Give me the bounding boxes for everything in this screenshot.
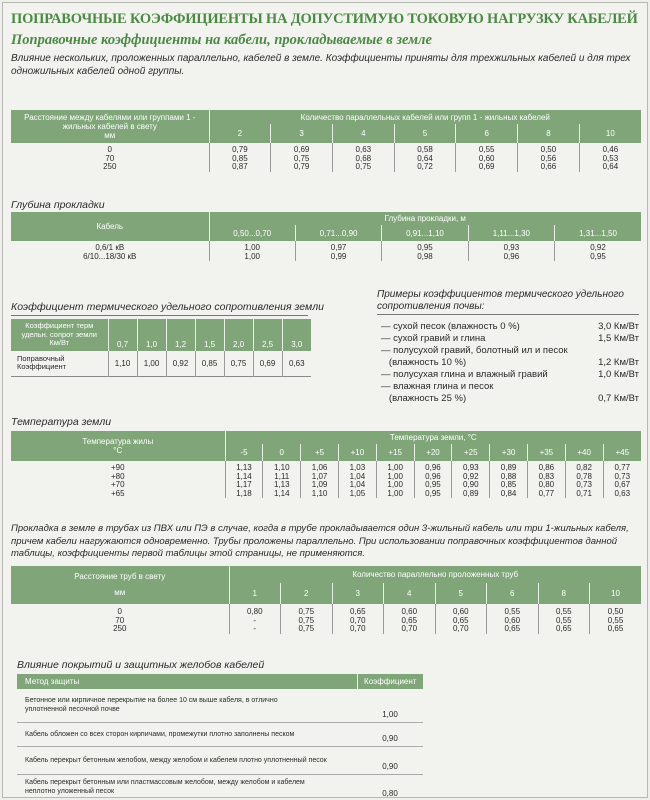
t3-cell: 1,00 bbox=[137, 351, 166, 376]
t6-row-value: 0,90 bbox=[382, 761, 398, 771]
example-text: — полусухой гравий, болотный ил и песок (влажность 10 %) bbox=[381, 345, 568, 368]
intro-text: Влияние нескольких, проложенных параллельно, кабелей в земле. Коэффициенты приняты для трехжильных кабелей и для трех одножильных кабелей одной группы. bbox=[11, 53, 631, 77]
t2-cell: 0,97 0,99 bbox=[295, 241, 381, 261]
t2-cell: 1,00 1,00 bbox=[209, 241, 295, 261]
t4-col: +10 bbox=[338, 444, 376, 461]
page-subtitle: Поправочные коэффициенты на кабели, прокладываемые в земле bbox=[11, 32, 432, 48]
t3-head-label: Коэффициент терм удельн. сопрот земли Км/Вт bbox=[11, 319, 108, 351]
t4-cell: 1,03 1,04 1,04 1,05 bbox=[338, 461, 376, 498]
protection-section-title: Влияние покрытий и защитных желобов кабелей bbox=[17, 659, 265, 671]
document-page bbox=[2, 2, 648, 798]
t4-col: 0 bbox=[263, 444, 301, 461]
t3-cell: 1,10 bbox=[108, 351, 137, 376]
depth-table bbox=[11, 212, 641, 261]
t4-col: +5 bbox=[301, 444, 339, 461]
t3-cell: 0,69 bbox=[253, 351, 282, 376]
t3-col: 1,5 bbox=[195, 319, 224, 351]
t1-col: 2 bbox=[237, 129, 243, 138]
example-item bbox=[381, 369, 639, 381]
t3-cell: 0,85 bbox=[195, 351, 224, 376]
t3-col: 3,0 bbox=[291, 340, 303, 349]
t2-head-group: Глубина прокладки, м bbox=[384, 214, 466, 223]
t6-row-value: 0,90 bbox=[382, 733, 398, 743]
t5-col: 6 bbox=[487, 583, 539, 604]
t4-cell: 0,89 0,88 0,85 0,84 bbox=[490, 461, 528, 498]
examples-title: Примеры коэффициентов термического удельного сопротивления почвы: bbox=[377, 289, 624, 312]
protection-table bbox=[17, 674, 423, 798]
t2-col: 0,71...0,90 bbox=[295, 225, 381, 241]
t5-col: 5 bbox=[435, 583, 487, 604]
t5-col: 3 bbox=[332, 583, 384, 604]
t1-cell: 0,63 0,68 0,75 bbox=[332, 143, 394, 172]
t2-col: 1,11...1,30 bbox=[468, 225, 554, 241]
t4-cell: 1,10 1,11 1,13 1,14 bbox=[263, 461, 301, 498]
t5-cell: 0,75 0,75 0,75 bbox=[281, 604, 333, 634]
t5-cell: 0,55 0,55 0,65 bbox=[538, 604, 590, 634]
t4-col: -5 bbox=[240, 448, 248, 457]
t2-col: 1,31...1,50 bbox=[555, 225, 641, 241]
t2-col: 0,91...1,10 bbox=[382, 225, 468, 241]
t5-row-labels: 0 70 250 bbox=[113, 607, 127, 634]
t4-cell: 0,93 0,92 0,90 0,89 bbox=[452, 461, 490, 498]
soil-temp-section-title: Температура земли bbox=[11, 416, 112, 428]
t1-cell: 0,50 0,56 0,66 bbox=[518, 143, 580, 172]
example-text: — влажная глина и песок (влажность 25 %) bbox=[381, 381, 494, 404]
t2-cell: 0,92 0,95 bbox=[555, 241, 641, 261]
t1-cell: 0,58 0,64 0,72 bbox=[394, 143, 456, 172]
t5-col: 2 bbox=[281, 583, 333, 604]
example-text: — полусухая глина и влажный гравий bbox=[381, 369, 548, 380]
t5-col: 1 bbox=[252, 589, 257, 598]
t4-cell: 1,00 1,00 1,00 1,00 bbox=[376, 461, 414, 498]
t4-col: +20 bbox=[414, 444, 452, 461]
examples-rule bbox=[377, 314, 639, 315]
t2-cell: 0,95 0,98 bbox=[382, 241, 468, 261]
t3-cell: 0,92 bbox=[166, 351, 195, 376]
t4-col: +45 bbox=[603, 444, 641, 461]
t4-col: +30 bbox=[490, 444, 528, 461]
example-value: 0,7 Км/Вт bbox=[598, 393, 639, 404]
t4-head-group: Температура земли, °С bbox=[389, 433, 477, 442]
pipes-note: Прокладка в земле в трубах из ПВХ или ПЭ в случае, когда в трубе прокладывается один 3-жильный кабель или три 1-жильных кабеля, причем кабели нагружаются одновременно. Трубы проложены параллельно. При использовании поправочных коэффициентов данной таблицы, коэффициенты первой таблицы этой страницы, не применяются. bbox=[11, 523, 629, 559]
t1-col: 10 bbox=[579, 124, 641, 143]
example-item bbox=[381, 321, 639, 333]
t6-row-text: Кабель перекрыт бетонным или пластмассовым желобом, между желобом и кабелем неплотно уложенный песок bbox=[25, 779, 305, 796]
t1-col: 4 bbox=[332, 124, 394, 143]
t6-head-coef: Коэффициент bbox=[364, 677, 417, 686]
t5-cell: 0,80 - - bbox=[229, 604, 281, 634]
example-text: — сухой песок (влажность 0 %) bbox=[381, 321, 520, 332]
t5-cell: 0,60 0,65 0,70 bbox=[435, 604, 487, 634]
t4-row-labels: +90 +80 +70 +65 bbox=[111, 463, 125, 498]
thermal-section-title: Коэффициент термического удельного сопротивления земли bbox=[11, 301, 324, 313]
t4-col: +15 bbox=[376, 444, 414, 461]
t1-col: 8 bbox=[518, 124, 580, 143]
t2-head-label: Кабель bbox=[11, 212, 209, 241]
t6-row-text: Кабель обложен со всех сторон кирпичами, промежутки плотно заполнены песком bbox=[25, 730, 295, 738]
t5-cell: 0,55 0,60 0,65 bbox=[487, 604, 539, 634]
t2-cell: 0,93 0,96 bbox=[468, 241, 554, 261]
t1-row-labels: 0 70 250 bbox=[103, 145, 117, 172]
t4-col: +25 bbox=[452, 444, 490, 461]
t3-row-label: Поправочный Коэффициент bbox=[17, 353, 67, 372]
thermal-section-rule bbox=[11, 315, 308, 316]
t4-head-label: Температура жилы °С bbox=[11, 431, 225, 461]
example-value: 3,0 Км/Вт bbox=[598, 321, 639, 332]
t1-col: 5 bbox=[394, 124, 456, 143]
t5-col: 4 bbox=[384, 583, 436, 604]
t2-col: 0,50...0,70 bbox=[233, 228, 272, 238]
t1-cell: 0,69 0,75 0,79 bbox=[271, 143, 333, 172]
t1-head-label: Расстояние между кабелями или группами 1 - жильных кабелей в свету мм bbox=[11, 110, 209, 143]
t3-col: 0,7 bbox=[108, 319, 137, 351]
t5-head-group: Количество параллельно проложенных труб bbox=[352, 570, 519, 579]
example-value: 1,5 Км/Вт bbox=[598, 333, 639, 344]
t1-col: 6 bbox=[456, 124, 518, 143]
example-value: 1,0 Км/Вт bbox=[598, 369, 639, 380]
t5-col: 10 bbox=[590, 583, 642, 604]
t1-cell: 0,46 0,53 0,64 bbox=[579, 143, 641, 172]
pipes-table bbox=[11, 566, 641, 634]
t6-row-text: Бетонное или кирпичное перекрытие на более 10 см выше кабеля, в отлично уплотненной песочной почве bbox=[25, 697, 278, 714]
t1-col: 3 bbox=[271, 124, 333, 143]
example-item bbox=[381, 333, 639, 345]
t4-cell: 1,06 1,07 1,09 1,10 bbox=[301, 461, 339, 498]
t3-cell: 0,63 bbox=[282, 351, 311, 376]
t6-row-value: 1,00 bbox=[382, 709, 398, 719]
t4-cell: 0,82 0,78 0,73 0,71 bbox=[565, 461, 603, 498]
thermal-resistance-table bbox=[11, 319, 311, 377]
t3-col: 1,0 bbox=[137, 319, 166, 351]
depth-section-title: Глубина прокладки bbox=[11, 199, 105, 211]
t4-col: +40 bbox=[565, 444, 603, 461]
t5-head-label: Расстояние труб в свету мм bbox=[11, 566, 229, 604]
t2-row-labels: 0,6/1 кВ 6/10...18/30 кВ bbox=[83, 243, 137, 261]
t1-head-group: Количество параллельных кабелей или групп 1 - жильных кабелей bbox=[300, 112, 550, 122]
t4-cell: 1,13 1,14 1,17 1,18 bbox=[225, 461, 263, 498]
t1-cell: 0,55 0,60 0,69 bbox=[456, 143, 518, 172]
t4-cell: 0,86 0,83 0,80 0,77 bbox=[527, 461, 565, 498]
t4-cell: 0,77 0,73 0,67 0,63 bbox=[603, 461, 641, 498]
t3-col: 2,5 bbox=[253, 319, 282, 351]
parallel-cables-table bbox=[11, 110, 641, 172]
example-value: 1,2 Км/Вт bbox=[598, 357, 639, 368]
t4-col: +35 bbox=[527, 444, 565, 461]
example-item bbox=[381, 345, 639, 369]
t5-cell: 0,50 0,55 0,65 bbox=[590, 604, 642, 634]
example-text: — сухой гравий и глина bbox=[381, 333, 486, 344]
t3-cell: 0,75 bbox=[224, 351, 253, 376]
t6-head-method: Метод защиты bbox=[17, 674, 357, 689]
t3-col: 2,0 bbox=[224, 319, 253, 351]
t6-row-text: Кабель перекрыт бетонным желобом, между желобом и кабелем плотно уплотненный песок bbox=[25, 756, 327, 764]
t5-col: 8 bbox=[538, 583, 590, 604]
t6-row-value: 0,80 bbox=[382, 789, 398, 798]
example-item bbox=[381, 381, 639, 405]
examples-list bbox=[381, 321, 639, 405]
t3-col: 1,2 bbox=[166, 319, 195, 351]
t4-cell: 0,96 0,96 0,95 0,95 bbox=[414, 461, 452, 498]
soil-temperature-table bbox=[11, 431, 641, 498]
page-title: ПОПРАВОЧНЫЕ КОЭФФИЦИЕНТЫ НА ДОПУСТИМУЮ ТОКОВУЮ НАГРУЗКУ КАБЕЛЕЙ bbox=[11, 11, 638, 27]
t1-cell: 0,79 0,85 0,87 bbox=[209, 143, 271, 172]
t5-cell: 0,65 0,70 0,70 bbox=[332, 604, 384, 634]
t5-cell: 0,60 0,65 0,70 bbox=[384, 604, 436, 634]
